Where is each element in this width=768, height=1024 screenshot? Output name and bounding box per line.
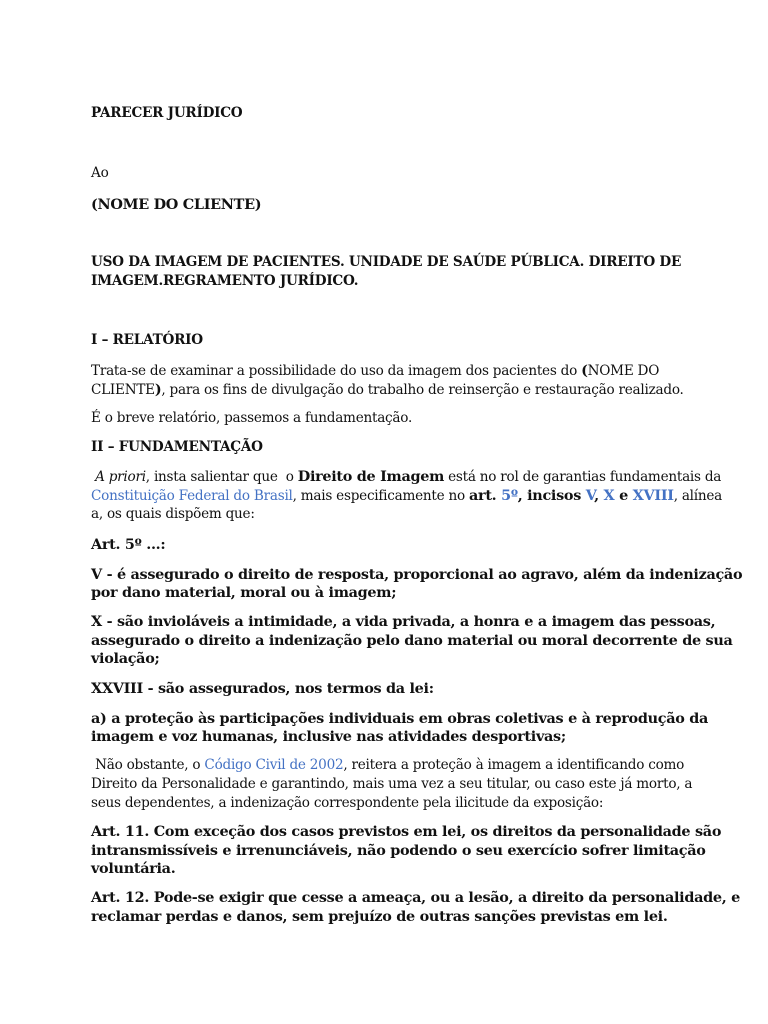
basis-line-3: a, os quais dispõem que:: [91, 506, 255, 522]
alinea-a-line-1: a) a proteção às participações individuais em obras coletivas e à reprodução da: [91, 710, 709, 727]
report-client-name: NOME DO: [587, 363, 660, 379]
codigo-civil-link[interactable]: Código Civil de 2002: [204, 757, 344, 773]
inciso-x-link[interactable]: X: [603, 487, 615, 504]
inciso-x-line-1: X - são invioláveis a intimidade, a vida privada, a honra e a imagem das pessoas,: [91, 613, 716, 630]
addressee-prefix: Ao: [91, 165, 109, 181]
report-text: , para os fins de divulgação do trabalho de reinserção e restauração realizado.: [161, 382, 684, 398]
separator: ,: [517, 487, 528, 504]
art-5-link[interactable]: 5º: [501, 487, 518, 504]
inciso-v-link[interactable]: V: [585, 487, 595, 504]
report-client-name: CLIENTE: [91, 382, 155, 398]
subject-line-1: USO DA IMAGEM DE PACIENTES. UNIDADE DE SAÚDE PÚBLICA. DIREITO DE: [91, 254, 682, 270]
direito-de-imagem-term: Direito de Imagem: [297, 468, 445, 485]
inciso-v-line-1: V - é assegurado o direito de resposta, proporcional ao agravo, além da indenização: [91, 566, 743, 583]
basis-line-1: [91, 467, 721, 487]
incisos-label: incisos: [527, 487, 586, 504]
art-11-line-2: intransmissíveis e irrenunciáveis, não podendo o seu exercício sofrer limitação: [91, 842, 706, 859]
basis-text: está no rol de garantias fundamentais da: [444, 469, 722, 485]
art-label: art.: [469, 487, 502, 504]
constituicao-link[interactable]: Constituição Federal do Brasil: [91, 488, 293, 504]
art-12-line-2: reclamar perdas e danos, sem prejuízo de outras sanções previstas em lei.: [91, 908, 668, 925]
inciso-x-line-2: assegurado o direito a indenização pelo dano material ou moral decorrente de sua: [91, 632, 733, 649]
inciso-v-line-2: por dano material, moral ou à imagem;: [91, 584, 397, 601]
section-heading-relatorio: I – RELATÓRIO: [91, 332, 203, 348]
basis-line-2: [91, 486, 722, 506]
separator: ,: [594, 487, 604, 504]
civil-text: Não obstante, o: [91, 757, 205, 773]
brief-report-line: É o breve relatório, passemos a fundamentação.: [91, 410, 413, 426]
civil-code-line-3: seus dependentes, a indenização correspondente pela ilicitude da exposição:: [91, 795, 604, 811]
client-placeholder: (NOME DO CLIENTE): [91, 196, 262, 213]
inciso-xxviii-line: XXVIII - são assegurados, nos termos da lei:: [91, 680, 434, 697]
report-paren-close: ): [154, 381, 162, 398]
alinea-a-line-2: imagem e voz humanas, inclusive nas atividades desportivas;: [91, 728, 566, 745]
basis-text: , insta salientar que o: [145, 469, 298, 485]
art-11-line-1: Art. 11. Com exceção dos casos previstos em lei, os direitos da personalidade são: [91, 823, 722, 840]
basis-text: , alínea: [673, 488, 723, 504]
inciso-xviii-link[interactable]: XVIII: [632, 487, 674, 504]
basis-text: , mais especificamente no: [292, 488, 470, 504]
civil-code-line-2: Direito da Personalidade e garantindo, mais uma vez a seu titular, ou caso este já morto, a: [91, 776, 693, 792]
document-title: PARECER JURÍDICO: [91, 105, 243, 121]
inciso-x-line-3: violação;: [91, 650, 160, 667]
section-heading-fundamentacao: II – FUNDAMENTAÇÃO: [91, 439, 263, 455]
separator: e: [614, 487, 633, 504]
report-text: Trata-se de examinar a possibilidade do uso da imagem dos pacientes do: [91, 363, 582, 379]
subject-line-2: IMAGEM.REGRAMENTO JURÍDICO.: [91, 273, 359, 289]
civil-text: , reitera a proteção à imagem a identificando como: [343, 757, 685, 773]
art-11-line-3: voluntária.: [91, 860, 176, 877]
report-line-1: [91, 361, 659, 381]
art-12-line-1: Art. 12. Pode-se exigir que cesse a ameaça, ou a lesão, a direito da personalidade, e: [91, 889, 741, 906]
art-5-heading: Art. 5º ...:: [91, 536, 166, 553]
a-priori-text: A priori: [95, 469, 146, 485]
report-line-2: [91, 380, 684, 400]
report-paren-open: (: [581, 362, 588, 379]
civil-code-line-1: [91, 756, 684, 775]
